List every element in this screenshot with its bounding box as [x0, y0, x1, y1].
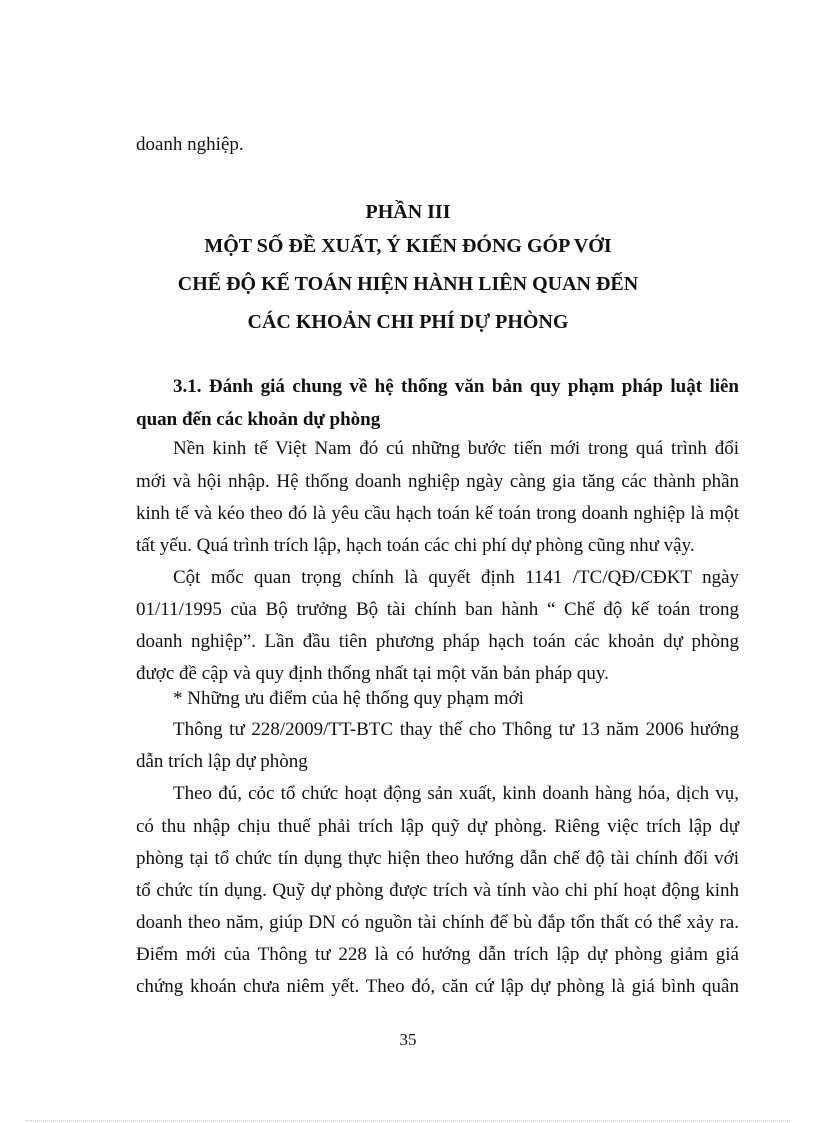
continuation-text: doanh nghiệp. — [136, 134, 244, 155]
page-bottom-divider — [26, 1120, 790, 1121]
paragraph-3-line: Thông tư 228/2009/TT-BTC thay thế cho Thông tư 13 năm 2006 hướng — [173, 719, 739, 740]
section-heading-line-1: 3.1. Đánh giá chung về hệ thống văn bản quy phạm pháp luật liên — [173, 376, 739, 397]
part-title-line-2: CHẾ ĐỘ KẾ TOÁN HIỆN HÀNH LIÊN QUAN ĐẾN — [177, 273, 639, 295]
paragraph-4-line: chứng khoán chưa niêm yết. Theo đó, căn cứ lập dự phòng là giá bình quân — [136, 976, 739, 997]
paragraph-4-line: phòng tại tổ chức tín dụng thực hiện theo hướng dẫn chế độ tài chính đối với — [136, 848, 739, 869]
paragraph-4-line: có thu nhập chịu thuế phải trích lập quỹ dự phòng. Riêng việc trích lập dự — [136, 816, 739, 837]
paragraph-1-line: tất yếu. Quá trình trích lập, hạch toán các chi phí dự phòng cũng như vậy. — [136, 535, 695, 556]
section-heading-line-2: quan đến các khoản dự phòng — [136, 409, 381, 430]
paragraph-4-line: Theo đú, cỏc tổ chức hoạt động sản xuất, kinh doanh hàng hóa, dịch vụ, — [173, 783, 739, 804]
page-number: 35 — [399, 1030, 417, 1049]
part-label: PHẦN III — [365, 201, 451, 223]
paragraph-4-line: tổ chức tín dụng. Quỹ dự phòng được trích và tính vào chi phí hoạt động kinh — [136, 880, 739, 901]
bullet-note: * Những ưu điểm của hệ thống quy phạm mới — [173, 688, 524, 709]
paragraph-4-line: Điểm mới của Thông tư 228 là có hướng dẫn trích lập dự phòng giảm giá — [136, 944, 739, 965]
part-title-line-3: CÁC KHOẢN CHI PHÍ DỰ PHÒNG — [247, 311, 569, 333]
paragraph-1-line: mới và hội nhập. Hệ thống doanh nghiệp ngày càng gia tăng các thành phần — [136, 471, 739, 492]
paragraph-2-line: được đề cập và quy định thống nhất tại một văn bản pháp quy. — [136, 663, 609, 684]
paragraph-1-line: Nền kinh tế Việt Nam đó cú những bước tiến mới trong quá trình đổi — [173, 438, 739, 459]
paragraph-2-line: Cột mốc quan trọng chính là quyết định 1141 /TC/QĐ/CĐKT ngày — [173, 567, 739, 588]
paragraph-2-line: doanh nghiệp”. Lần đầu tiên phương pháp hạch toán các khoản dự phòng — [136, 631, 739, 652]
paragraph-2-line: 01/11/1995 của Bộ trưởng Bộ tài chính ban hành “ Chế độ kế toán trong — [136, 599, 739, 620]
paragraph-1-line: kinh tế và kéo theo đó là yêu cầu hạch toán kế toán trong doanh nghiệp là một — [136, 503, 739, 524]
paragraph-4-line: doanh theo năm, giúp DN có nguồn tài chính để bù đắp tổn thất có thể xảy ra. — [136, 912, 739, 933]
part-title-line-1: MỘT SỐ ĐỀ XUẤT, Ý KIẾN ĐÓNG GÓP VỚI — [204, 235, 612, 257]
paragraph-3-line: dẫn trích lập dự phòng — [136, 751, 308, 772]
